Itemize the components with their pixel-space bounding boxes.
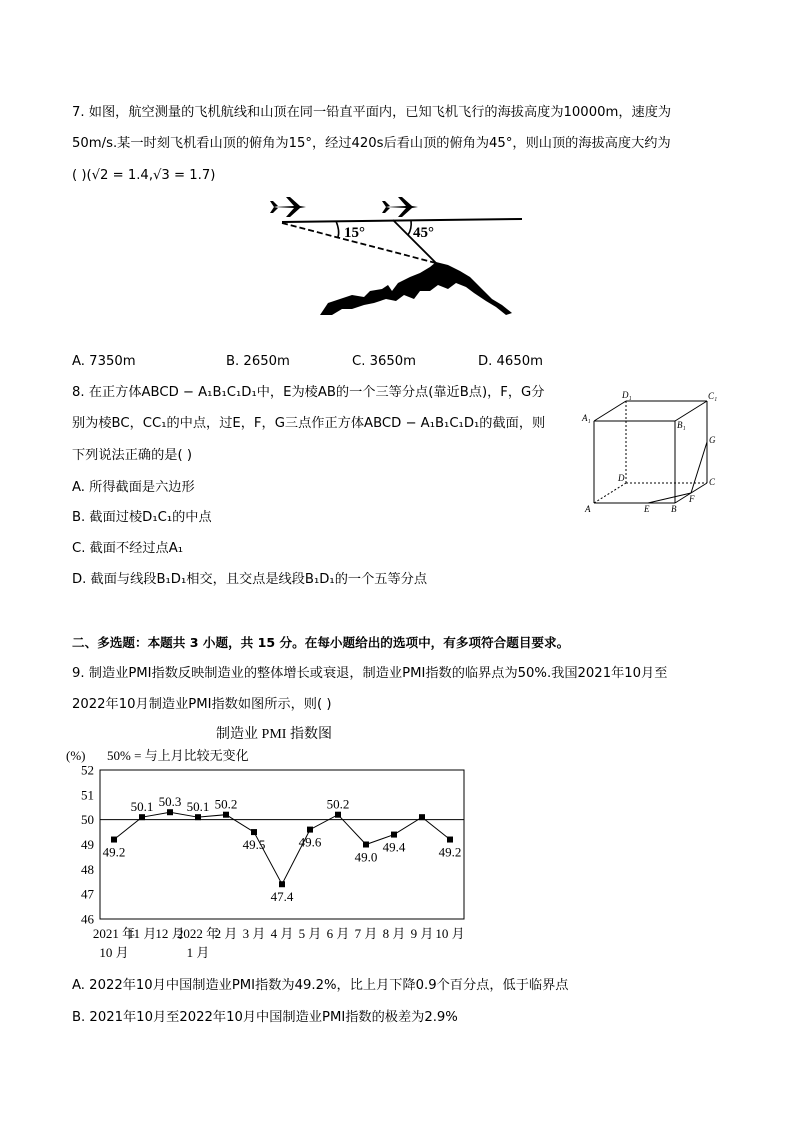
data-point-8 <box>335 812 341 818</box>
cube-label-a1: A₁ <box>582 413 591 423</box>
x-tick-label-2: 12 月 <box>155 926 185 941</box>
x-tick-label-6: 4 月 <box>270 926 294 941</box>
cube-edge-b1-c1 <box>675 401 707 421</box>
data-label-10: 49.4 <box>382 839 406 855</box>
x-tick-label-4: 2 月 <box>214 926 238 941</box>
cube-edge-a1-d1 <box>594 401 626 421</box>
angle-arc-45 <box>408 220 411 235</box>
x-tick-label-1: 11 月 <box>127 926 157 941</box>
data-point-10 <box>391 832 397 838</box>
q9-line1: 9. 制造业PMI指数反映制造业的整体增长或衰退，制造业PMI指数的临界点为50%.我国2021年10月至 <box>72 666 668 681</box>
data-label-12: 49.2 <box>438 844 462 860</box>
cube-label-a: A <box>585 504 591 514</box>
y-tick-label-50: 50 <box>81 812 94 828</box>
cube-label-c: C <box>709 477 716 487</box>
airplane-left-icon <box>270 197 306 217</box>
angle-label-15: 15° <box>344 225 365 241</box>
cube-label-f: F <box>689 494 695 504</box>
data-point-0 <box>111 837 117 843</box>
q9-line2: 2022年10月制造业PMI指数如图所示，则( ) <box>72 697 332 712</box>
q8-line1: 8. 在正方体ABCD − A₁B₁C₁D₁中，E为棱AB的一个三等分点(靠近B点)，F，G分 <box>72 385 545 400</box>
data-label-7: 49.6 <box>298 834 322 850</box>
data-point-12 <box>447 837 453 843</box>
y-tick-label-46: 46 <box>81 911 94 927</box>
x-tick-label-12: 10 月 <box>435 926 465 941</box>
mountain-silhouette <box>320 262 512 315</box>
data-point-11 <box>419 814 425 820</box>
x-tick-label-10: 8 月 <box>382 926 406 941</box>
cube-label-d1: D₁ <box>622 390 632 400</box>
q8-option-d: D. 截面与线段B₁D₁相交，且交点是线段B₁D₁的一个五等分点 <box>72 572 428 587</box>
data-point-5 <box>251 829 257 835</box>
x-tick-label-8: 6 月 <box>326 926 350 941</box>
data-point-7 <box>307 827 313 833</box>
section-line-fg <box>691 442 707 493</box>
q9-option-b: B. 2021年10月至2022年10月中国制造业PMI指数的极差为2.9% <box>72 1010 458 1025</box>
q8-option-c: C. 截面不经过点A₁ <box>72 541 184 556</box>
q7-line3: ( )(√2 = 1.4,√3 = 1.7) <box>72 168 216 183</box>
x-tick-label-sub-0: 10 月 <box>99 945 129 960</box>
q8-option-b: B. 截面过棱D₁C₁的中点 <box>72 510 212 525</box>
data-point-9 <box>363 842 369 848</box>
data-label-5: 49.5 <box>242 837 266 853</box>
y-tick-label-51: 51 <box>81 787 94 803</box>
data-label-4: 50.2 <box>214 796 238 812</box>
x-tick-label-7: 5 月 <box>298 926 322 941</box>
cube-label-c1: C₁ <box>708 391 718 401</box>
y-tick-label-48: 48 <box>81 861 94 877</box>
q7-line1: 7. 如图，航空测量的飞机航线和山顶在同一铅直平面内，已知飞机飞行的海拔高度为10000m，速度为 <box>72 105 672 120</box>
q8-line2: 别为棱BC，CC₁的中点，过E，F，G三点作正方体ABCD − A₁B₁C₁D₁的截面，则 <box>72 416 546 431</box>
x-tick-label-9: 7 月 <box>354 926 378 941</box>
x-tick-label-11: 9 月 <box>410 926 434 941</box>
y-tick-label-49: 49 <box>81 837 94 852</box>
cube-label-e: E <box>644 504 650 514</box>
pmi-line-chart <box>60 722 480 962</box>
data-point-3 <box>195 814 201 820</box>
angle-arc-15 <box>336 221 339 237</box>
x-tick-label-sub-3: 1 月 <box>186 945 210 960</box>
cube-label-b1: B₁ <box>677 420 686 430</box>
x-tick-label-3: 2022 年 <box>176 926 220 941</box>
data-label-8: 50.2 <box>326 796 350 812</box>
y-tick-label-52: 52 <box>81 762 94 778</box>
q7-option-c: C. 3650m <box>352 354 416 369</box>
data-label-3: 50.1 <box>186 799 210 815</box>
q8-option-a: A. 所得截面是六边形 <box>72 480 195 495</box>
chart-title: 制造业 PMI 指数图 <box>216 727 332 742</box>
data-point-6 <box>279 881 285 887</box>
q7-line2: 50m/s.某一时刻飞机看山顶的俯角为15°，经过420s后看山顶的俯角为45°，则山顶的海拔高度大约为 <box>72 136 671 151</box>
x-tick-label-5: 3 月 <box>242 926 266 941</box>
section2-title: 二、多选题：本题共 3 小题，共 15 分。在每小题给出的选项中，有多项符合题目要求。 <box>72 635 570 650</box>
q7-option-b: B. 2650m <box>226 354 290 369</box>
cube-label-d: D <box>618 473 625 483</box>
cube-edge-a-d-hidden <box>594 483 626 503</box>
q9-option-a: A. 2022年10月中国制造业PMI指数为49.2%，比上月下降0.9个百分点，低于临界点 <box>72 978 569 993</box>
cube-figure <box>580 388 730 518</box>
x-tick-label-0: 2021 年 <box>92 926 136 941</box>
q8-line3: 下列说法正确的是( ) <box>72 448 192 463</box>
data-label-2: 50.3 <box>158 794 182 810</box>
data-point-4 <box>223 812 229 818</box>
airplane-right-icon <box>382 197 418 217</box>
cube-label-g: G <box>709 435 716 445</box>
chart-legend: 50% = 与上月比较无变化 <box>107 748 249 763</box>
angle-label-45: 45° <box>413 225 434 241</box>
data-label-1: 50.1 <box>130 799 154 815</box>
data-label-0: 49.2 <box>102 844 126 860</box>
data-label-6: 47.4 <box>270 889 294 905</box>
data-point-2 <box>167 809 173 815</box>
data-point-1 <box>139 814 145 820</box>
flight-path-line <box>282 219 522 222</box>
cube-label-b: B <box>671 504 677 514</box>
y-tick-label-47: 47 <box>81 886 94 902</box>
data-label-9: 49.0 <box>354 849 378 865</box>
q7-option-d: D. 4650m <box>478 354 543 369</box>
q7-option-a: A. 7350m <box>72 354 136 369</box>
chart-unit-label: (%) <box>66 748 86 763</box>
section-line-ef <box>648 493 691 503</box>
airplane-mountain-figure <box>270 195 530 325</box>
